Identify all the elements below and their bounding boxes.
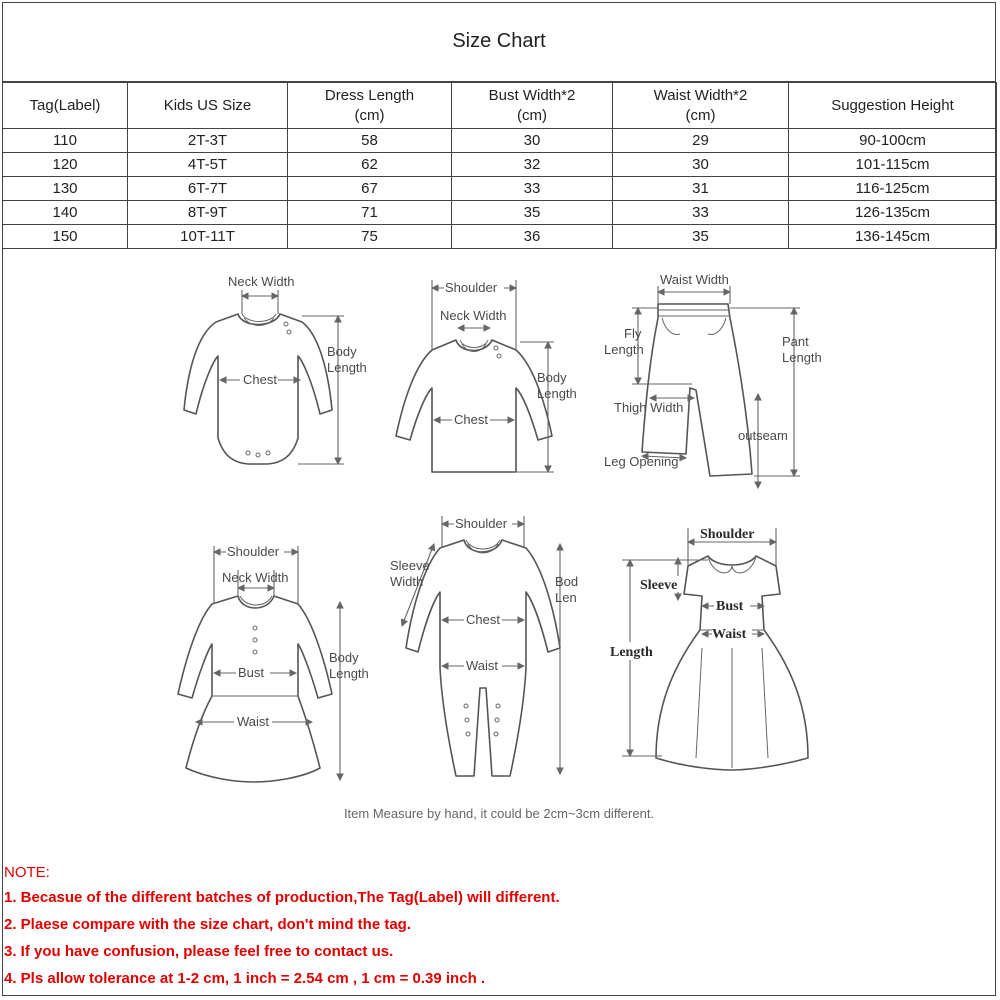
label-pant-length: Length xyxy=(782,350,822,365)
label-chest: Chest xyxy=(466,612,500,627)
label-waist: Waist xyxy=(466,658,499,673)
label-neck-width: Neck Width xyxy=(440,308,507,323)
header-dress-length: Dress Length (cm) xyxy=(288,83,452,129)
cell-tag: 110 xyxy=(3,129,128,153)
notes-section xyxy=(4,862,994,992)
cell-waist-width: 31 xyxy=(613,177,789,201)
cell-tag: 120 xyxy=(3,153,128,177)
bodysuit-snap xyxy=(246,451,250,455)
cell-dress-length: 75 xyxy=(288,225,452,249)
cell-bust-width: 30 xyxy=(452,129,613,153)
cell-us-size: 8T-9T xyxy=(128,201,288,225)
cell-tag: 140 xyxy=(3,201,128,225)
label-shoulder: Shoulder xyxy=(455,516,508,531)
label-shoulder: Shoulder xyxy=(227,544,280,559)
label-body: Bod xyxy=(555,574,579,589)
label-sleeve: Sleeve xyxy=(640,578,678,593)
tshirt-button xyxy=(494,346,498,350)
cell-bust-width: 36 xyxy=(452,225,613,249)
romper-diagram xyxy=(390,516,578,776)
pants-pockets xyxy=(662,318,726,334)
label-body: Body xyxy=(329,650,359,665)
pants-diagram xyxy=(604,272,822,488)
label-pant: Pant xyxy=(782,334,809,349)
cell-height: 136-145cm xyxy=(789,225,997,249)
label-bust: Bust xyxy=(716,599,744,614)
romper-snap xyxy=(464,704,468,708)
table-row xyxy=(3,177,997,201)
romper-snap xyxy=(495,718,499,722)
cell-height: 126-135cm xyxy=(789,201,997,225)
label-chest: Chest xyxy=(454,412,488,427)
note-line-2: 2. Plaese compare with the size chart, don't mind the tag. xyxy=(4,916,411,933)
label-waist: Waist xyxy=(712,627,747,642)
label-fly-length: Length xyxy=(604,342,644,357)
table-row xyxy=(3,225,997,249)
label-neck-width: Neck Width xyxy=(228,274,295,289)
romper-collar xyxy=(466,540,500,553)
label-body: Body xyxy=(327,344,357,359)
label-outseam: outseam xyxy=(738,428,788,443)
cell-waist-width: 30 xyxy=(613,153,789,177)
tshirt-button xyxy=(497,354,501,358)
note-line-4: 4. Pls allow tolerance at 1-2 cm, 1 inch = 2.54 cm , 1 cm = 0.39 inch . xyxy=(4,970,486,987)
note-line-1: 1. Becasue of the different batches of production,The Tag(Label) will different. xyxy=(4,889,560,906)
cell-waist-width: 35 xyxy=(613,225,789,249)
diagram-canvas xyxy=(2,248,996,808)
romper-snap xyxy=(496,704,500,708)
cell-height: 90-100cm xyxy=(789,129,997,153)
romper-snap xyxy=(494,732,498,736)
romper-snap xyxy=(466,732,470,736)
label-body: Body xyxy=(537,370,567,385)
label-length: Length xyxy=(610,645,653,660)
header-bust-width: Bust Width*2 (cm) xyxy=(452,83,613,129)
label-length: Length xyxy=(329,666,369,681)
cell-bust-width: 33 xyxy=(452,177,613,201)
label-chest: Chest xyxy=(243,372,277,387)
cell-dress-length: 58 xyxy=(288,129,452,153)
cell-tag: 150 xyxy=(3,225,128,249)
dress1-outline xyxy=(178,596,332,782)
note-line-3: 3. If you have confusion, please feel free to contact us. xyxy=(4,943,394,960)
bodysuit-snap xyxy=(266,451,270,455)
tshirt-outline xyxy=(396,340,552,472)
bodysuit-button xyxy=(287,330,291,334)
cell-height: 101-115cm xyxy=(789,153,997,177)
bodysuit-button xyxy=(284,322,288,326)
dress1-button xyxy=(253,626,257,630)
header-suggestion-height: Suggestion Height xyxy=(789,83,997,129)
bodysuit-diagram xyxy=(184,274,367,464)
pants-outline xyxy=(642,304,752,476)
size-table xyxy=(2,82,997,249)
cell-dress-length: 62 xyxy=(288,153,452,177)
note-heading: NOTE: xyxy=(4,864,50,881)
bodysuit-outline xyxy=(184,314,332,464)
measure-caption: Item Measure by hand, it could be 2cm~3cm different. xyxy=(343,806,655,821)
cell-dress-length: 71 xyxy=(288,201,452,225)
label-shoulder: Shoulder xyxy=(700,527,755,542)
label-sleeve-width: Width xyxy=(390,574,424,589)
cell-height: 116-125cm xyxy=(789,177,997,201)
dress2-skirt-folds xyxy=(696,648,768,768)
cell-us-size: 2T-3T xyxy=(128,129,288,153)
label-bust: Bust xyxy=(238,665,265,680)
table-row xyxy=(3,129,997,153)
header-tag: Tag(Label) xyxy=(3,83,128,129)
dress1-diagram xyxy=(178,544,369,782)
cell-us-size: 4T-5T xyxy=(128,153,288,177)
dress1-button xyxy=(253,650,257,654)
measurement-diagrams xyxy=(2,248,996,848)
cell-bust-width: 32 xyxy=(452,153,613,177)
romper-snap xyxy=(465,718,469,722)
label-thigh-width: Thigh Width xyxy=(614,400,684,415)
label-leg-opening: Leg Opening xyxy=(604,454,679,469)
label-waist-width: Waist Width xyxy=(660,272,729,287)
dress1-button xyxy=(253,638,257,642)
cell-tag: 130 xyxy=(3,177,128,201)
cell-waist-width: 29 xyxy=(613,129,789,153)
cell-dress-length: 67 xyxy=(288,177,452,201)
bodysuit-snap xyxy=(256,453,260,457)
table-header-row xyxy=(3,83,997,129)
cell-us-size: 10T-11T xyxy=(128,225,288,249)
label-shoulder: Shoulder xyxy=(445,280,498,295)
cell-us-size: 6T-7T xyxy=(128,177,288,201)
table-row xyxy=(3,201,997,225)
tshirt-diagram xyxy=(396,280,577,472)
cell-waist-width: 33 xyxy=(613,201,789,225)
dress2-diagram xyxy=(608,527,808,770)
label-neck-width: Neck Width xyxy=(222,570,289,585)
label-length: Length xyxy=(537,386,577,401)
header-us-size: Kids US Size xyxy=(128,83,288,129)
label-fly: Fly xyxy=(624,326,642,341)
header-waist-width: Waist Width*2 (cm) xyxy=(613,83,789,129)
label-sleeve: Sleeve xyxy=(390,558,430,573)
table-row xyxy=(3,153,997,177)
label-length: Length xyxy=(327,360,367,375)
label-waist: Waist xyxy=(237,714,270,729)
cell-bust-width: 35 xyxy=(452,201,613,225)
page-title: Size Chart xyxy=(2,2,996,82)
label-length: Len xyxy=(555,590,577,605)
